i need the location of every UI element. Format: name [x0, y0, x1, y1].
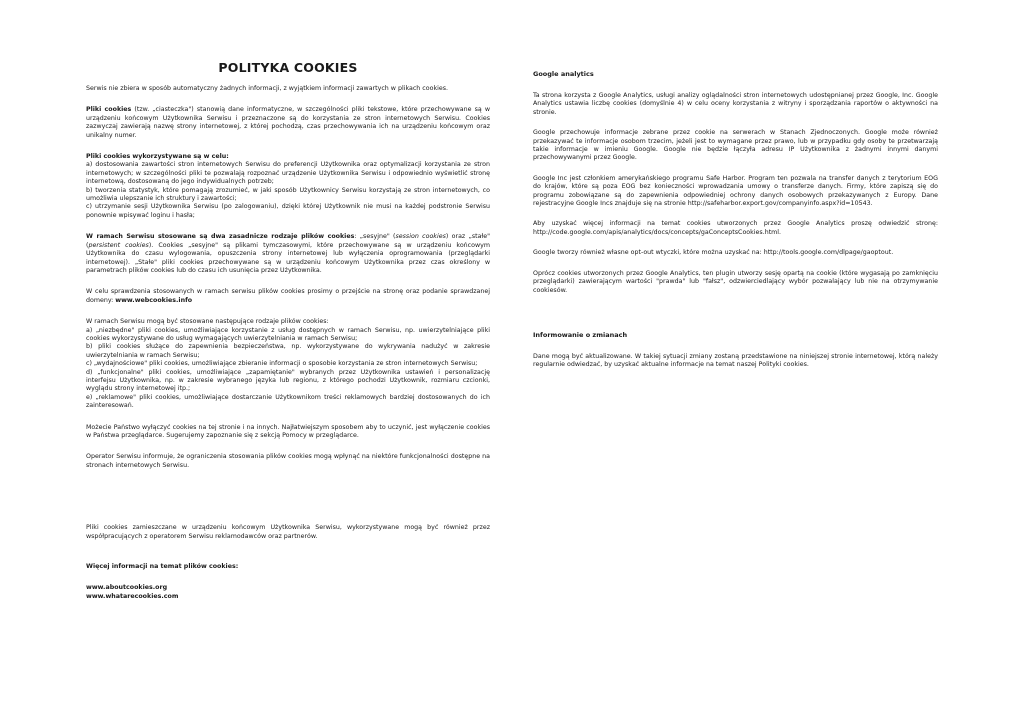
- more-info-heading: Więcej informacji na temat plików cookies:: [86, 563, 239, 571]
- operator-paragraph: Operator Serwisu informuje, że ograniczenia stosowania plików cookies mogą wpłynąć na niektóre funkcjonalności dostępne na stronach internetowych Serwisu.: [86, 453, 490, 469]
- kinds-item-e: e) „reklamowe" pliki cookies, umożliwiające dostarczanie Użytkownikom treści reklamowych bardziej dostosowanych do ich zainteresowań.: [86, 393, 490, 410]
- cookie-types-paragraph: [86, 233, 490, 275]
- stats-text: W celu sprawdzenia stosowanych w ramach serwisu plików cookies prosimy o przejście na stronę oraz podanie sprawdzanej domeny:: [86, 288, 490, 304]
- cookie-types-text-3: ). Cookies „sesyjne" są plikami tymczasowymi, które przechowywane są w urządzeniu końcowym Użytkownika do czasu wylogowania, opuszczenia strony internetowej lub wyłączenia oprogramowania (przeglądarki internetowej). „Stałe" pliki cookies przechowywane są w urządzeniu końcowym Użytkownika przez czas określony w parametrach plików cookies lub do czasu ich usunięcia przez Użytkownika.: [86, 241, 490, 274]
- section-spacer: [533, 307, 938, 331]
- kinds-item-a: a) „niezbędne" pliki cookies, umożliwiające korzystanie z usług dostępnych w ramach Serwisu, np. uwierzytelniające pliki cookies wykorzystywane do usług wymagających uwierzytelniania w ramach Serwisu;: [86, 326, 490, 342]
- ga-paragraph-2: Google przechowuje informacje zebrane przez cookie na serwerach w Stanach Zjednoczonych. Google może również przekazywać te informacje osobom trzecim, jeżeli jest to wymagane przez prawo, lub w przypadku gdy osoby te przetwarzają takie informacje w imieniu Google. Google nie będzie łączyła adresu IP Użytkownika z żadnymi innymi danymi przechowywanymi przez Google.: [533, 129, 938, 162]
- ga-paragraph-3: Google Inc jest członkiem amerykańskiego programu Safe Harbor. Program ten pozwala na transfer danych z terytorium EOG do krajów, które są poza EOG bez konieczności wprowadzania umowy o transferze danych. Firmy, które zapiszą się do programu zobowiązane są do zapewnienia odpowiedniej ochrony danych osobowych przekazywanych z Europy. Dane rejestracyjne Google Incs znajduje się na stronie http://safeharbor.export.gov/companyinfo.aspx?id=10543.: [533, 174, 938, 208]
- persistent-cookies-term: persistent cookies: [88, 241, 149, 249]
- ga-paragraph-5: Google tworzy również własne opt-out wtyczki, które można uzyskać na: http://tools.google.com/dlpage/gaoptout.: [533, 249, 894, 257]
- kinds-item-c: c) „wydajnościowe" pliki cookies, umożliwiające zbieranie informacji o sposobie korzystania ze stron internetowych Serwisu;: [86, 360, 478, 368]
- stats-paragraph: [86, 288, 490, 305]
- ga-paragraph-4: Aby uzyskać więcej informacji na temat cookies utworzonych przez Google Analytics proszę odwiedzić stronę: http://code.google.com/apis/analytics/docs/concepts/gaConceptsCookies.html.: [533, 220, 938, 236]
- purpose-item-b: b) tworzenia statystyk, które pomagają zrozumieć, w jaki sposób Użytkownicy Serwisu korzystają ze stron internetowych, co umożliwia ulepszanie ich struktury i zawartości;: [86, 186, 490, 203]
- session-cookies-term: session cookies: [395, 233, 446, 241]
- aboutcookies-link[interactable]: www.aboutcookies.org: [86, 584, 168, 592]
- disable-paragraph: Możecie Państwo wyłączyć cookies na tej stronie i na innych. Najłatwiejszym sposobem aby to uczynić, jest wyłączenie cookies w Państwa przeglądarce. Sugerujemy zapoznanie się z sekcją Pomocy w przeglądarce.: [86, 423, 490, 439]
- purpose-heading: Pliki cookies wykorzystywane są w celu:: [86, 153, 229, 161]
- google-analytics-heading: Google analytics: [533, 70, 594, 78]
- cookie-types-text-1: : „sesyjne" (: [354, 233, 396, 241]
- webcookies-link[interactable]: www.webcookies.info: [115, 296, 193, 304]
- changes-heading: Informowanie o zmianach: [533, 330, 628, 339]
- cookies-definition-text: (tzw. „ciasteczka") stanowią dane informatyczne, w szczególności pliki tekstowe, które przechowywane są w urządzeniu końcowym Użytkownika Serwisu i przeznaczone są do korzystania ze stron internetowych Serwisu. Cookies zazwyczaj zawierają nazwę strony internetowej, z której pochodzą, czas przechowywania ich na urządzeniu końcowym oraz unikalny numer.: [86, 106, 490, 139]
- purpose-item-a: a) dostosowania zawartości stron internetowych Serwisu do preferencji Użytkownika oraz optymalizacji korzystania ze stron internetowych; w szczególności pliki te pozwalają rozpoznać urządzenie Użytkownika Serwisu i odpowiednio wyświetlić stronę internetową, dostosowaną do jego indywidualnych potrzeb;: [86, 161, 490, 186]
- ga-paragraph-6: Oprócz cookies utworzonych przez Google Analytics, ten plugin utworzy sesję opartą na cookie (które wygasają po zamknięciu przeglądarki) zawierającym wartości "prawda" lub "fałsz", odzwierciedlający wybór pozwalający lub nie na otrzymywanie cookiesów.: [533, 269, 938, 294]
- page-title: POLITYKA COOKIES: [218, 60, 358, 75]
- intro-paragraph: Serwis nie zbiera w sposób automatyczny żadnych informacji, z wyjątkiem informacji zawartych w plikach cookies.: [86, 85, 449, 92]
- partners-paragraph: Pliki cookies zamieszczane w urządzeniu końcowym Użytkownika Serwisu, wykorzystywane mogą być również przez współpracujących z operatorem Serwisu reklamodawców oraz partnerów.: [86, 524, 490, 540]
- purpose-item-c: c) utrzymanie sesji Użytkownika Serwisu (po zalogowaniu), dzięki której Użytkownik nie musi na każdej podstronie Serwisu ponownie wpisywać loginu i hasła;: [86, 203, 490, 219]
- kinds-heading: W ramach Serwisu mogą być stosowane następujące rodzaje plików cookies:: [86, 318, 329, 326]
- cookies-definition-paragraph: [86, 106, 490, 140]
- kinds-item-d: d) „funkcjonalne" pliki cookies, umożliwiające „zapamiętanie" wybranych przez Użytkownika ustawień i personalizację interfejsu Użytkownika, np. w zakresie wybranego języka lub regionu, z którego pochodzi Użytkownik, rozmiaru czcionki, wyglądu strony internetowej itp.;: [86, 368, 490, 393]
- left-column: [86, 60, 490, 601]
- cookies-term: Pliki cookies: [86, 106, 132, 114]
- kinds-item-b: b) pliki cookies służące do zapewnienia bezpieczeństwa, np. wykorzystywane do wykrywania nadużyć w zakresie uwierzytelniania w ramach Serwisu;: [86, 343, 490, 359]
- cookie-types-bold: W ramach Serwisu stosowane są dwa zasadnicze rodzaje plików cookies: [86, 233, 355, 241]
- whatarecookies-link[interactable]: www.whatarecookies.com: [86, 592, 179, 600]
- changes-paragraph: Dane mogą być aktualizowane. W takiej sytuacji zmiany zostaną przedstawione na niniejszej stronie internetowej, którą należy regularnie odwiedzać, by uzyskać aktualne informacje na temat naszej Polityki cookies.: [533, 352, 938, 369]
- ga-paragraph-1: Ta strona korzysta z Google Analytics, usługi analizy oglądalności stron internetowych udostępnianej przez Google, Inc. Google Analytics ustawia liczbę cookies (domyślnie 4) w celu oceny korzystania z witryny i sporządzania raportów o aktywności na stronie.: [533, 92, 938, 116]
- cookie-types-text-2: ) oraz „stałe" (: [86, 233, 490, 249]
- right-column: [533, 70, 938, 382]
